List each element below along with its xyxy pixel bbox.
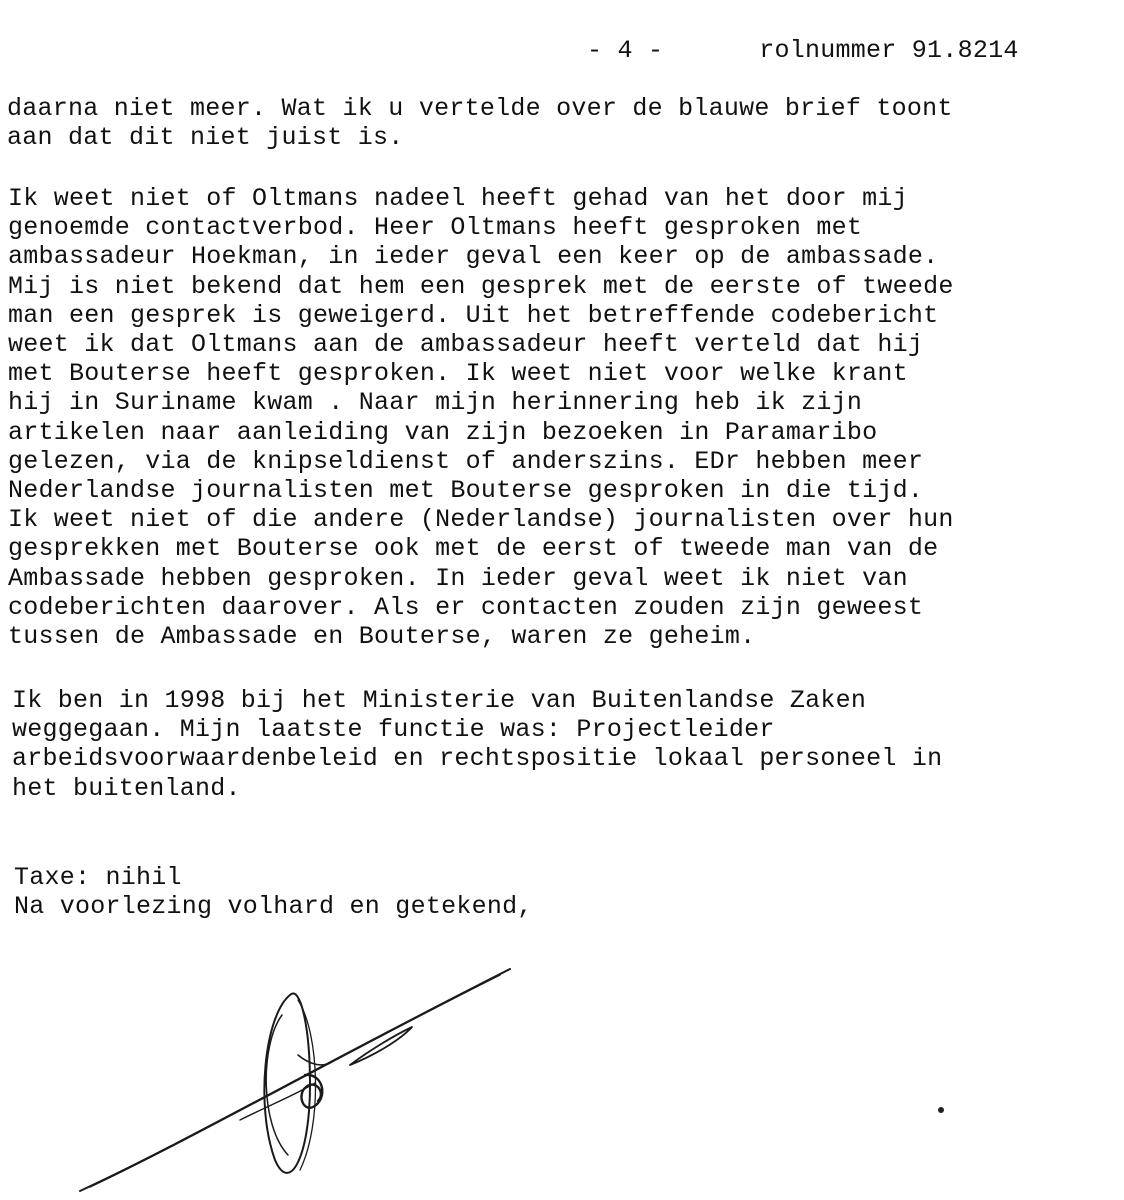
text-line: hij in Suriname kwam . Naar mijn herinnering heb ik zijn bbox=[8, 388, 863, 418]
text-line: gelezen, via de knipseldienst of anderszins. EDr hebben meer bbox=[8, 446, 924, 476]
case-number: rolnummer 91.8214 bbox=[759, 36, 1019, 65]
text-line: Ik weet niet of die andere (Nederlandse) journalisten over hun bbox=[8, 505, 954, 535]
ink-dot bbox=[938, 1107, 944, 1113]
text-line: artikelen naar aanleiding van zijn bezoeken in Paramaribo bbox=[8, 417, 878, 447]
text-line: Ik ben in 1998 bij het Ministerie van Buitenlandse Zaken bbox=[12, 686, 867, 715]
text-line: gesprekken met Bouterse ook met de eerst of tweede man van de bbox=[8, 534, 939, 564]
paragraph-1 bbox=[7, 94, 1122, 152]
text-line: genoemde contactverbod. Heer Oltmans heeft gesproken met bbox=[8, 213, 863, 243]
text-line: codeberichten daarover. Als er contacten zouden zijn geweest bbox=[8, 592, 924, 622]
paragraph-2 bbox=[8, 184, 1123, 651]
text-line: man een gesprek is geweigerd. Uit het betreffende codebericht bbox=[8, 300, 939, 330]
page-number: - 4 - bbox=[587, 36, 664, 65]
text-line: met Bouterse heeft gesproken. Ik weet niet voor welke krant bbox=[8, 359, 908, 389]
handwritten-signature-icon bbox=[60, 955, 540, 1195]
paragraph-3 bbox=[12, 686, 1124, 803]
text-line: Ambassade hebben gesproken. In ieder geval weet ik niet van bbox=[8, 563, 908, 593]
text-line: Nederlandse journalisten met Bouterse gesproken in die tijd. bbox=[8, 476, 924, 506]
page-header bbox=[526, 0, 1019, 102]
closing-block bbox=[14, 863, 1124, 921]
text-line: daarna niet meer. Wat ik u vertelde over de blauwe brief toont bbox=[7, 94, 953, 123]
text-line: ambassadeur Hoekman, in ieder geval een keer op de ambassade. bbox=[8, 242, 939, 272]
text-line: het buitenland. bbox=[12, 773, 241, 803]
text-line: Mij is niet bekend dat hem een gesprek met de eerste of tweede bbox=[8, 271, 954, 301]
text-line: Ik weet niet of Oltmans nadeel heeft gehad van het door mij bbox=[8, 184, 908, 213]
text-line: weggegaan. Mijn laatste functie was: Projectleider bbox=[12, 715, 775, 745]
signed-statement: Na voorlezing volhard en getekend, bbox=[14, 892, 533, 922]
text-line: aan dat dit niet juist is. bbox=[7, 123, 404, 153]
text-line: tussen de Ambassade en Bouterse, waren ze geheim. bbox=[8, 622, 756, 652]
text-line: weet ik dat Oltmans aan de ambassadeur heeft verteld dat hij bbox=[8, 330, 924, 360]
text-line: arbeidsvoorwaardenbeleid en rechtspositie lokaal personeel in bbox=[12, 744, 943, 774]
taxe-line: Taxe: nihil bbox=[14, 863, 182, 892]
